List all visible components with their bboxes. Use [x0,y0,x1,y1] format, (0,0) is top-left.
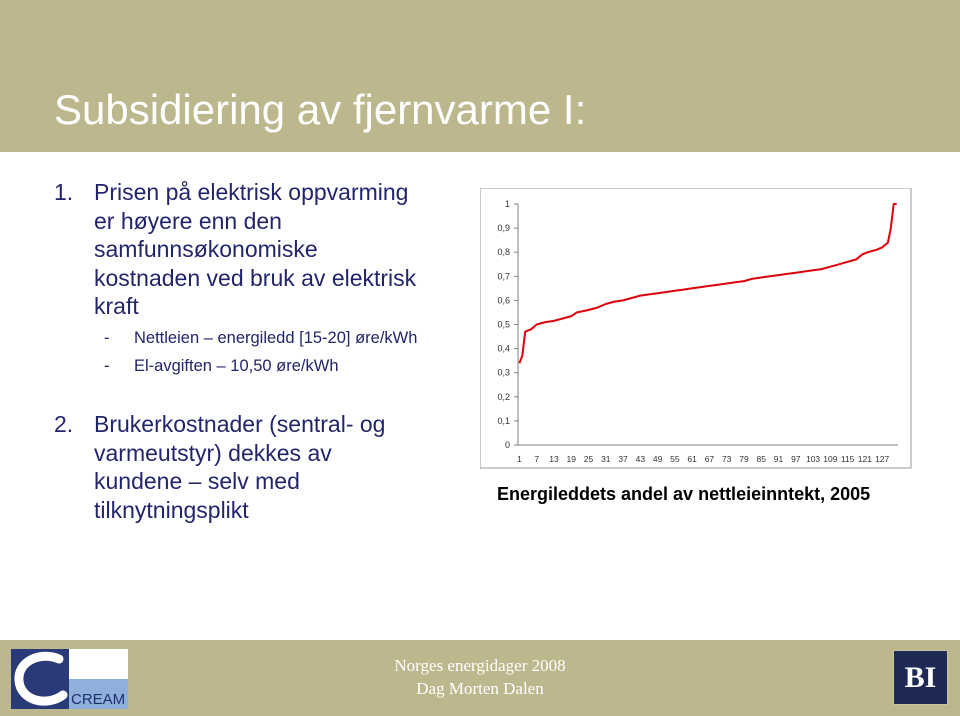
x-tick-label: 25 [583,454,594,464]
x-tick-label: 121 [857,454,872,464]
x-tick-label: 91 [773,454,784,464]
cream-logo-text: CREAM [71,691,126,708]
bullet-line: Prisen på elektrisk oppvarming [94,179,409,205]
y-tick-label: 0,4 [497,343,510,354]
bullet-line: kraft [94,293,139,319]
x-tick-label: 43 [635,454,646,464]
bullet-number-1: 1. [54,179,74,205]
subpoint-dash: - [104,357,110,375]
bullet-number-2: 2. [54,411,74,437]
subpoint-dash: - [104,329,110,347]
x-tick-label: 97 [791,454,801,464]
bullet-line: kundene – selv med [94,468,300,494]
x-tick-label: 103 [805,454,821,464]
y-tick-label: 0,3 [497,367,510,378]
x-tick-label: 127 [875,454,890,464]
x-tick-label: 1 [517,454,522,464]
bullet-line: Brukerkostnader (sentral- og [94,411,386,437]
x-tick-label: 115 [840,454,855,464]
chart-caption: Energileddets andel av nettleieinntekt, 2005 [497,484,871,504]
subpoint-text: Nettleien – energiledd [15-20] øre/kWh [134,329,418,347]
x-tick-label: 109 [823,454,838,464]
x-tick-label: 19 [566,454,576,464]
slide-title: Subsidiering av fjernvarme I: [54,86,587,133]
x-tick-label: 67 [704,454,715,464]
y-tick-label: 0,9 [497,223,510,234]
cream-logo [11,649,128,709]
x-tick-label: 55 [670,454,680,464]
y-tick-label: 0,2 [497,391,510,402]
bi-logo: BI [893,650,948,705]
x-tick-label: 73 [721,454,732,464]
x-tick-label: 37 [618,454,628,464]
bullet-line: samfunnsøkonomiske [94,236,318,262]
x-tick-label: 7 [534,454,540,464]
bullet-point-2 [54,410,474,524]
bullet-line: er høyere enn den [94,207,282,234]
chart-frame [480,188,911,468]
bullet-line: kostnaden ved bruk av elektrisk [94,264,417,291]
y-tick-label: 0,6 [497,295,510,306]
x-tick-label: 61 [687,454,697,464]
footer-event: Norges energidager 2008 [394,656,566,675]
y-tick-label: 1 [504,199,510,209]
y-tick-label: 0,8 [497,247,510,258]
x-tick-label: 31 [601,454,611,464]
subpoint-text: El-avgiften – 10,50 øre/kWh [134,357,339,375]
y-tick-label: 0,1 [497,415,510,426]
x-tick-label: 13 [549,454,559,464]
y-tick-label: 0,7 [497,271,510,282]
x-tick-label: 85 [756,454,766,464]
footer-bar [0,640,960,716]
x-tick-label: 49 [652,454,663,464]
energiledd-chart [480,188,912,478]
bullet-point-1 [54,178,474,321]
y-tick-label: 0,5 [497,319,510,330]
y-tick-label: 0 [504,440,510,450]
bullet-line: varmeutstyr) dekkes av [94,439,332,466]
x-tick-label: 79 [739,454,749,464]
bullet-line: tilknytningsplikt [94,496,249,523]
footer-author: Dag Morten Dalen [416,679,544,698]
